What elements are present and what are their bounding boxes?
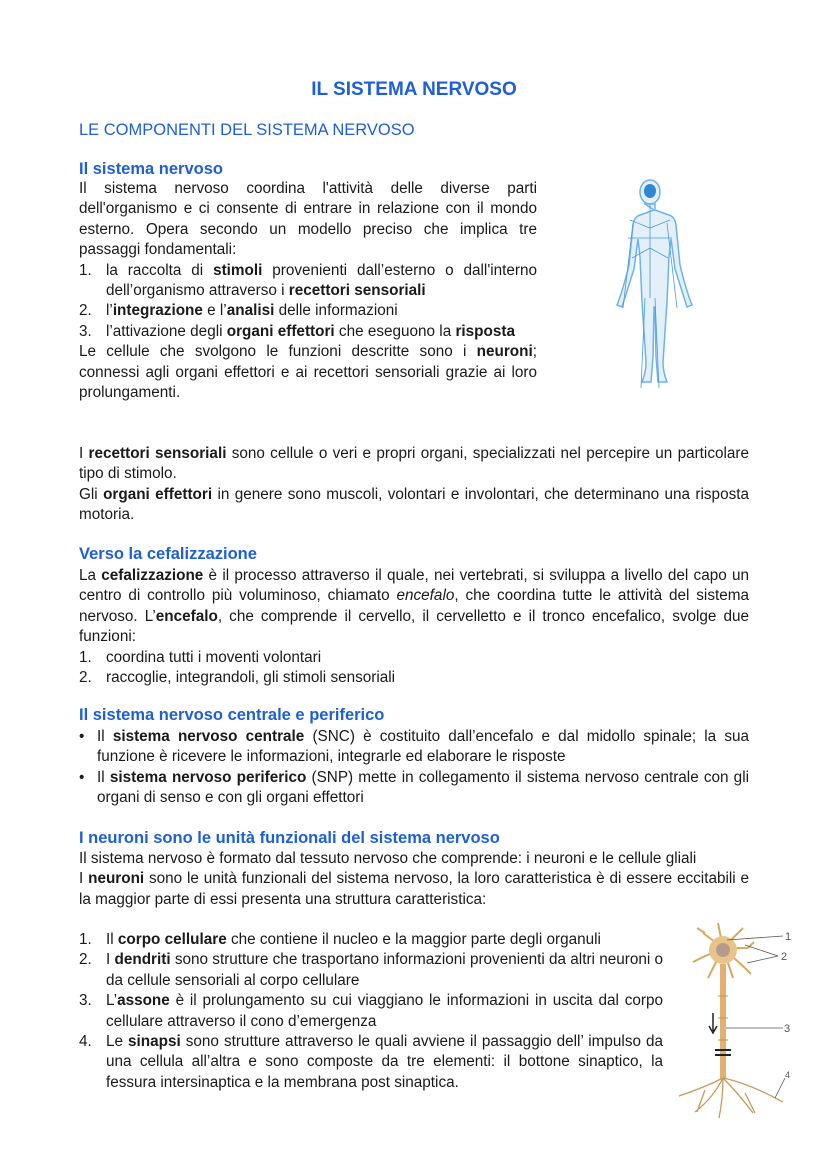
text-run: coordina tutti i moventi volontari (106, 648, 322, 666)
paragraph (79, 869, 749, 910)
paragraph (79, 566, 749, 648)
text-run: è il prolungamento su cui viaggiano le informazioni in uscita dal corpo cellulare attraverso il cono d’emergenza (106, 992, 663, 1030)
list-marker: 3. (79, 322, 92, 340)
bold-term: organi effettori (103, 485, 213, 503)
section-2-text (79, 566, 749, 688)
list-marker: • (79, 768, 85, 786)
list-item (79, 727, 749, 768)
list-item (79, 991, 663, 1032)
list-marker: 4. (79, 1033, 92, 1051)
bullet-list (79, 727, 749, 809)
heading-sistema-nervoso: Il sistema nervoso (79, 160, 223, 178)
heading-snc-snp: Il sistema nervoso centrale e periferico (79, 706, 385, 724)
text-run: in genere sono muscoli, volontari e involontari, che determinano una risposta motoria. (79, 485, 749, 524)
heading-neuroni: I neuroni sono le unità funzionali del sistema nervoso (79, 829, 500, 847)
text-run: l’ (106, 302, 113, 320)
text-run: Il (106, 931, 118, 948)
text-run: I (106, 951, 115, 969)
text-run: raccoglie, integrandoli, gli stimoli sensoriali (106, 669, 396, 687)
list-marker: 2. (79, 951, 92, 969)
section-1-text (79, 179, 537, 403)
bold-term: sistema nervoso centrale (112, 728, 305, 745)
bold-term: recettori sensoriali (88, 445, 227, 462)
bold-term: sinapsi (128, 1033, 181, 1051)
text-run: che eseguono la (334, 322, 456, 340)
list-marker: 1. (79, 648, 92, 666)
neuron-label-2: 2 (781, 951, 788, 963)
section-4-list (79, 930, 663, 1093)
list-marker: 1. (79, 931, 92, 948)
list-item (79, 261, 537, 302)
bold-term: neuroni (88, 870, 145, 888)
list-item (79, 322, 537, 342)
neuron-label-3: 3 (784, 1023, 791, 1035)
text-run: Il sistema nervoso coordina l'attività delle diverse parti dell'organismo e ci consente di entrare in relazione con il mondo esterno. Opera secondo un modello preciso che implica tre passaggi fondamentali: (79, 180, 537, 259)
text-run: l’attivazione degli (106, 322, 227, 340)
text-run: sono strutture che trasportano informazioni provenienti da altri neuroni o da cellule sensoriali al corpo cellulare (106, 951, 664, 989)
bold-term: assone (117, 992, 170, 1010)
bold-term: neuroni (476, 343, 533, 361)
text-run: I (79, 870, 89, 888)
section-3-text (79, 727, 749, 809)
text-run: Le cellule che svolgono le funzioni descritte sono i (79, 343, 477, 361)
list-item (79, 668, 749, 688)
text-run: Il sistema nervoso è formato dal tessuto nervoso che comprende: i neuroni e le cellule gliali (79, 850, 697, 867)
paragraph (79, 342, 537, 403)
text-run: , che comprende il cervello, il cervelletto e il tronco encefalico, svolge due funzioni: (79, 607, 749, 646)
text-run: La (79, 567, 102, 584)
paragraph (79, 179, 537, 261)
text-run: L’ (106, 992, 118, 1010)
bold-term: dendriti (114, 951, 171, 969)
list-item (79, 768, 749, 809)
list-marker: 2. (79, 302, 92, 320)
text-run: provenienti dall’esterno o dall'interno dell’organismo attraverso i (106, 261, 538, 300)
text-run: e l’ (202, 302, 227, 320)
text-run: I (79, 445, 89, 462)
neuron-parts-list (79, 930, 663, 1093)
bold-term: analisi (226, 302, 275, 320)
paragraph (79, 485, 749, 526)
text-run: sono le unità funzionali del sistema nervoso, la loro caratteristica è di essere eccitabili e la maggior parte di essi presenta una struttura caratteristica: (79, 870, 749, 908)
list-marker: • (79, 728, 85, 745)
neuron-label-4: 4 (785, 1070, 791, 1080)
list-item (79, 648, 749, 668)
bold-term: recettori sensoriali (288, 282, 426, 300)
text-run: Il (97, 728, 113, 745)
text-run: Gli (79, 485, 104, 503)
bold-term: risposta (455, 322, 515, 340)
bold-term: cefalizzazione (101, 567, 204, 584)
bold-term: integrazione (112, 302, 203, 320)
italic-term: encefalo (396, 587, 455, 605)
bold-term: sistema nervoso periferico (109, 768, 307, 786)
text-run: (SNP) mette in collegamento il sistema nervoso centrale con gli organi di senso e con gli organi effettori (97, 768, 749, 807)
text-run: la raccolta di (106, 261, 214, 279)
neuron-diagram (675, 918, 805, 1128)
bold-term: organi effettori (226, 322, 335, 340)
page-title: IL SISTEMA NERVOSO (311, 79, 517, 100)
list-marker: 1. (79, 261, 92, 279)
section-subtitle: LE COMPONENTI DEL SISTEMA NERVOSO (79, 121, 415, 139)
section-1-text-cont (79, 444, 749, 526)
list-item (79, 301, 537, 321)
text-run: Le (106, 1033, 129, 1051)
text-run: (SNC) è costituito dall’encefalo e dal midollo spinale; la sua funzione è ricevere le informazioni, integrarle ed elaborare le risposte (97, 728, 749, 766)
text-run: , che coordina tutte le attività del sistema nervoso. L’ (79, 587, 749, 625)
list-item (79, 1032, 663, 1093)
section-4-text (79, 849, 749, 910)
functions-list (79, 648, 749, 689)
steps-list (79, 261, 537, 343)
neuron-label-1: 1 (785, 931, 792, 943)
bold-term: corpo cellulare (117, 931, 227, 948)
text-run: che contiene il nucleo e la maggior parte degli organuli (226, 931, 601, 948)
nervous-system-body-figure (605, 178, 695, 408)
bold-term: stimoli (213, 261, 263, 279)
list-marker: 3. (79, 992, 92, 1010)
paragraph (79, 849, 749, 869)
bold-term: encefalo (155, 607, 218, 625)
list-item (79, 950, 663, 991)
text-run: delle informazioni (274, 302, 398, 320)
text-run: sono cellule o veri e propri organi, specializzati nel percepire un particolare tipo di stimolo. (79, 445, 749, 483)
heading-cefalizzazione: Verso la cefalizzazione (79, 545, 257, 563)
text-run: Il (97, 768, 110, 786)
text-run: ; connessi agli organi effettori e ai recettori sensoriali grazie ai loro prolungamenti. (79, 343, 537, 402)
list-item (79, 930, 663, 950)
text-run: sono strutture attraverso le quali avviene il passaggio dell’ impulso da una cellula all’altra e sono composte da tre elementi: il bottone sinaptico, la fessura intersinaptica e la membrana post sinaptica. (106, 1033, 663, 1091)
text-run: è il processo attraverso il quale, nei vertebrati, si sviluppa a livello del capo un centro di controllo più voluminoso, chiamato (79, 567, 750, 605)
list-marker: 2. (79, 669, 92, 687)
paragraph (79, 444, 749, 485)
